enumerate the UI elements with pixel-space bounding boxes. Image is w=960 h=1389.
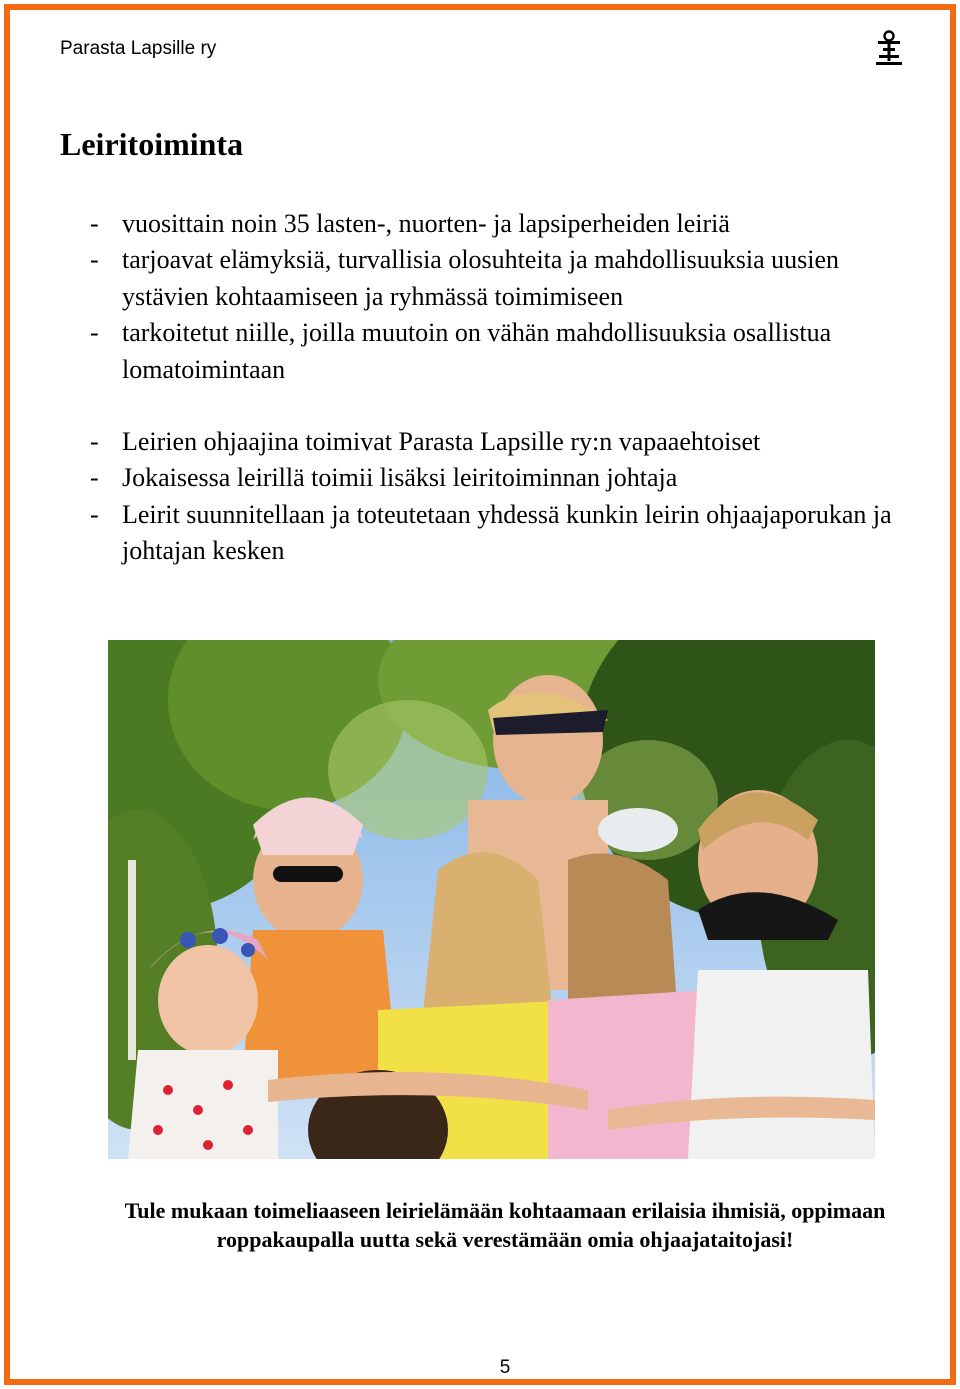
bullet-text: vuosittain noin 35 lasten-, nuorten- ja lapsiperheiden leiriä [122, 209, 730, 238]
page-number: 5 [499, 1357, 511, 1378]
header-org-name: Parasta Lapsille ry [60, 38, 217, 59]
bullet-text: Leirien ohjaajina toimivat Parasta Lapsille ry:n vapaaehtoiset [122, 427, 761, 457]
parasta-lapsille-logo-icon [874, 30, 904, 66]
bullet-list [90, 206, 930, 570]
bullet-text: Leirit suunnitellaan ja toteutetaan yhdessä kunkin leirin ohjaajaporukan ja johtajan kesken [122, 499, 892, 566]
photo-illustration [108, 640, 875, 1159]
bullet-item: - Jokaisessa leirillä toimii lisäksi leiritoiminnan johtaja [90, 463, 678, 493]
bullet-text: tarkoitetut niille, joilla muutoin on vähän mahdollisuuksia osallistua lomatoimintaan [122, 318, 832, 384]
bullet-item: - vuosittain noin 35 lasten-, nuorten- ja lapsiperheiden leiriä [90, 209, 730, 238]
bullet-text: tarjoavat elämyksiä, turvallisia olosuhteita ja mahdollisuuksia uusien ystävien kohtaamiseen ja ryhmässä toimimiseen [122, 245, 840, 311]
camp-group-photo [108, 640, 875, 1159]
photo-caption: Tule mukaan toimeliaaseen leirielämään kohtaamaan erilaisia ihmisiä, oppimaan roppakaupalla uutta sekä verestämään omia ohjaajataitojasi! [124, 1198, 886, 1252]
page-title: Leiritoiminta [60, 126, 244, 162]
bullet-item: - Leirien ohjaajina toimivat Parasta Lapsille ry:n vapaaehtoiset [90, 427, 761, 457]
bullet-text: Jokaisessa leirillä toimii lisäksi leiritoiminnan johtaja [122, 463, 678, 493]
bullet-item: - tarjoavat elämyksiä, turvallisia olosuhteita ja mahdollisuuksia uusien ystävien kohtaamiseen ja ryhmässä toimimiseen [90, 245, 840, 311]
bullet-item: - Leirit suunnitellaan ja toteutetaan yhdessä kunkin leirin ohjaajaporukan ja johtajan kesken [90, 499, 892, 566]
bullet-item: - tarkoitetut niille, joilla muutoin on vähän mahdollisuuksia osallistua lomatoimintaan [90, 318, 832, 384]
